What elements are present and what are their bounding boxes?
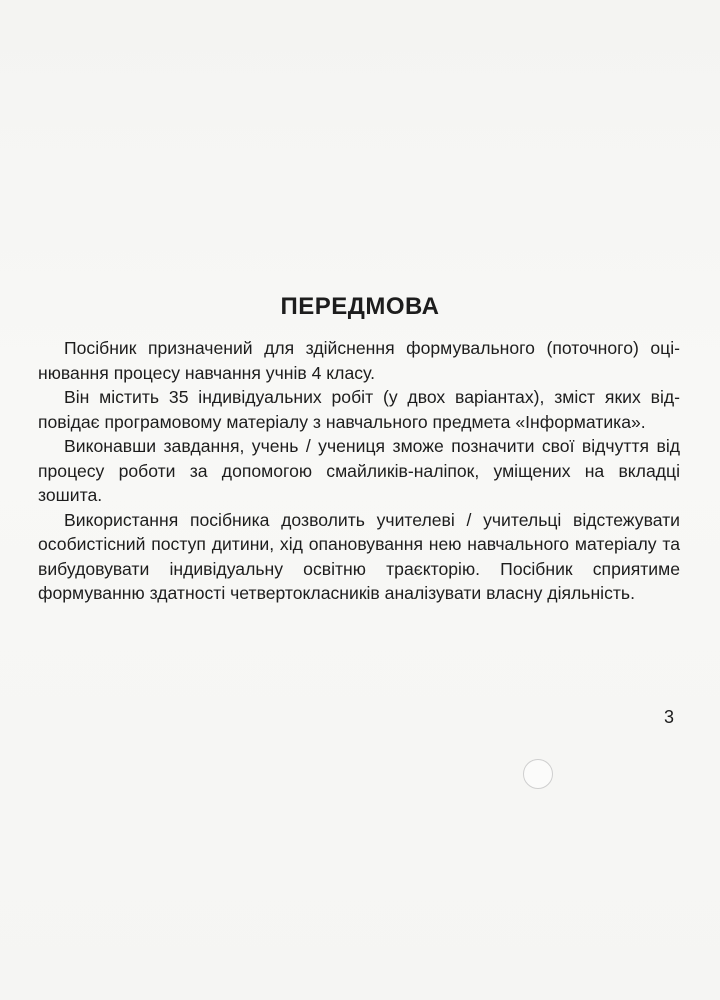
preface-text xyxy=(38,336,680,606)
page-title: ПЕРЕДМОВА xyxy=(280,293,440,320)
paragraph-3: Виконавши завдання, учень / учениця зможе позначити свої відчуття від процесу роботи за допомогою смайликів-наліпок, уміщених на вкладці зошита. xyxy=(38,436,680,505)
page-number: 3 xyxy=(664,707,675,727)
paragraph-4: Використання посібника дозволить учителеві / учительці відстежувати особистісний поступ дитини, хід опановування нею навчального матеріалу та вибудовувати індивідуальну освітню траєкторію. Посібник сприятиме формуванню здатності четвертокласників аналізувати власну діяльність. xyxy=(38,509,680,603)
circle-mark-icon xyxy=(523,759,553,789)
paragraph-2: Він містить 35 індивідуальних робіт (у двох варіантах), зміст яких відповідає програмовому матеріалу з навчального предмета «Інформатика». xyxy=(38,387,680,432)
paragraph-1: Посібник призначений для здійснення формувального (поточного) оцінювання процесу навчання учнів 4 класу. xyxy=(38,338,680,383)
